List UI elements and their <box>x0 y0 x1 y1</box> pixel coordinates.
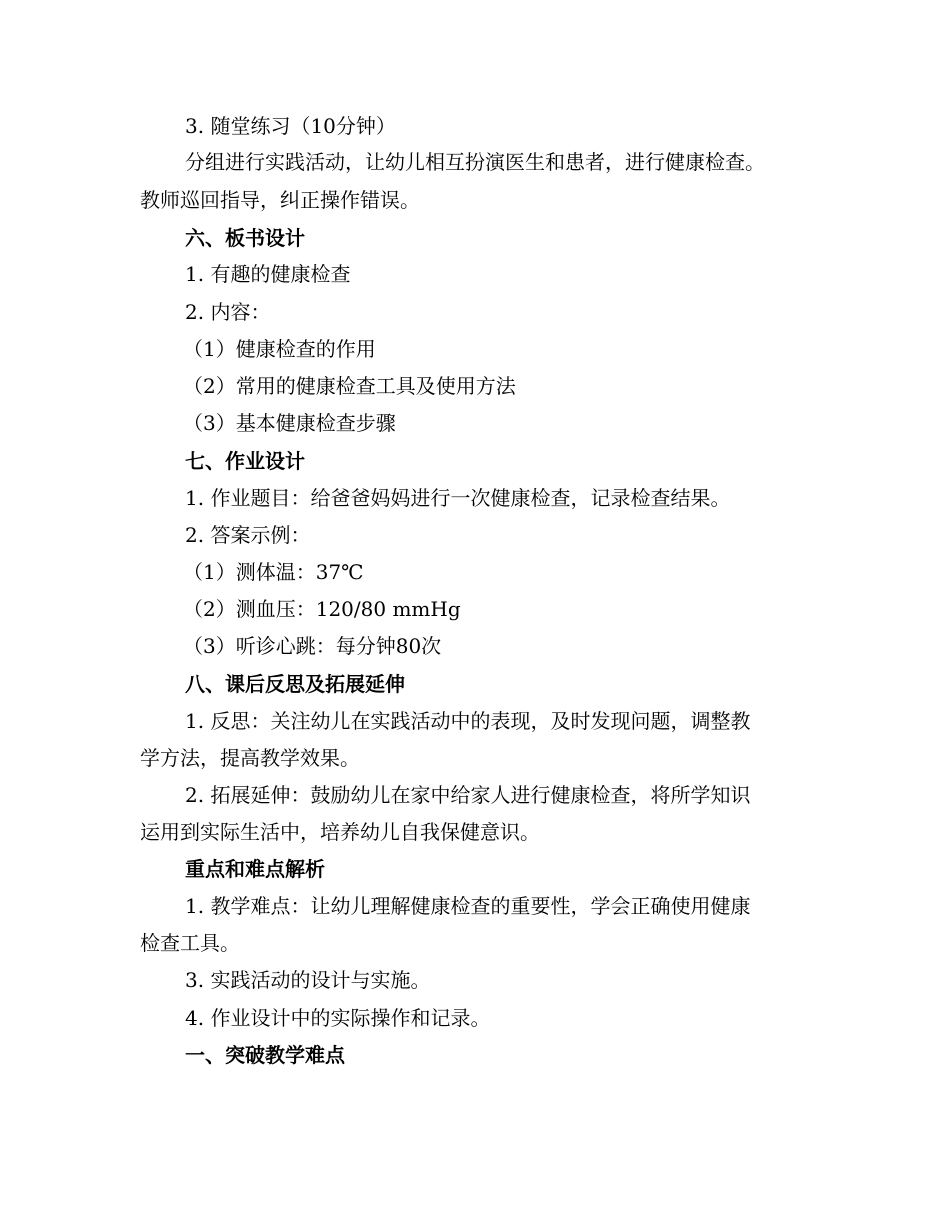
list-item: 2. 内容： <box>185 300 271 324</box>
paragraph-line: 1. 反思：关注幼儿在实践活动中的表现，及时发现问题，调整教 <box>185 709 751 733</box>
heading-board-design: 六、板书设计 <box>185 226 305 250</box>
list-item: （2）常用的健康检查工具及使用方法 <box>183 374 516 398</box>
list-item: （2）测血压：120/80 mmHg <box>183 597 461 621</box>
list-item: 4. 作业设计中的实际操作和记录。 <box>185 1006 491 1030</box>
paragraph-line: 2. 拓展延伸：鼓励幼儿在家中给家人进行健康检查，将所学知识 <box>185 783 751 807</box>
list-item: 1. 作业题目：给爸爸妈妈进行一次健康检查，记录检查结果。 <box>185 486 731 510</box>
list-item: 1. 有趣的健康检查 <box>185 262 351 286</box>
paragraph-line: 分组进行实践活动，让幼儿相互扮演医生和患者，进行健康检查。 <box>185 150 765 174</box>
paragraph-line: 教师巡回指导，纠正操作错误。 <box>140 188 420 212</box>
heading-reflection: 八、课后反思及拓展延伸 <box>185 672 405 696</box>
list-item: （1）健康检查的作用 <box>183 337 376 361</box>
list-item: （3）听诊心跳：每分钟80次 <box>183 634 442 658</box>
list-item: 2. 答案示例： <box>185 523 311 547</box>
section-step-3: 3. 随堂练习（10分钟） <box>185 114 396 138</box>
heading-key-difficulties: 重点和难点解析 <box>185 857 325 881</box>
paragraph-line: 运用到实际生活中，培养幼儿自我保健意识。 <box>140 820 540 844</box>
heading-breakthrough: 一、突破教学难点 <box>185 1043 345 1067</box>
heading-homework-design: 七、作业设计 <box>185 449 305 473</box>
list-item: （3）基本健康检查步骤 <box>183 411 396 435</box>
paragraph-line: 检查工具。 <box>140 931 240 955</box>
list-item: 3. 实践活动的设计与实施。 <box>185 968 431 992</box>
list-item: （1）测体温：37℃ <box>183 560 364 584</box>
paragraph-line: 学方法，提高教学效果。 <box>140 746 360 770</box>
paragraph-line: 1. 教学难点：让幼儿理解健康检查的重要性，学会正确使用健康 <box>185 894 751 918</box>
